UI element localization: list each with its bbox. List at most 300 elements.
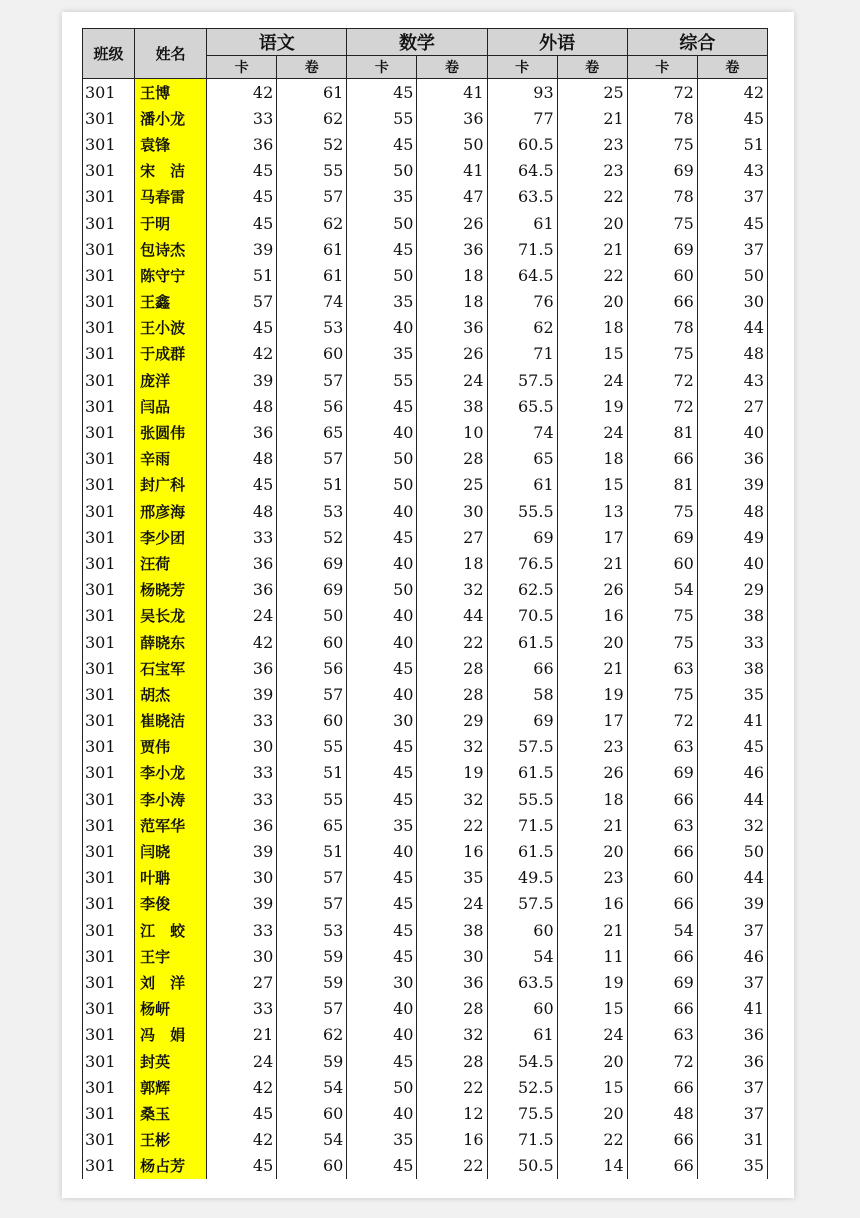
math-paper-score-cell[interactable]: 24	[417, 367, 487, 393]
chinese-card-score-cell[interactable]: 36	[207, 812, 277, 838]
comprehensive-paper-score-cell[interactable]: 36	[697, 1022, 767, 1048]
english-paper-score-cell[interactable]: 20	[557, 210, 627, 236]
math-paper-score-cell[interactable]: 12	[417, 1100, 487, 1126]
chinese-card-score-cell[interactable]: 30	[207, 865, 277, 891]
chinese-card-score-cell[interactable]: 39	[207, 367, 277, 393]
header-subject-comprehensive[interactable]: 综合	[627, 29, 767, 56]
math-card-score-cell[interactable]: 45	[347, 786, 417, 812]
chinese-paper-score-cell[interactable]: 62	[277, 105, 347, 131]
chinese-card-score-cell[interactable]: 45	[207, 472, 277, 498]
student-name-cell[interactable]: 封英	[135, 1048, 207, 1074]
math-paper-score-cell[interactable]: 18	[417, 550, 487, 576]
english-card-score-cell[interactable]: 55.5	[487, 786, 557, 812]
chinese-paper-score-cell[interactable]: 55	[277, 786, 347, 812]
chinese-card-score-cell[interactable]: 48	[207, 498, 277, 524]
comprehensive-card-score-cell[interactable]: 66	[627, 446, 697, 472]
math-card-score-cell[interactable]: 40	[347, 498, 417, 524]
english-card-score-cell[interactable]: 64.5	[487, 158, 557, 184]
student-name-cell[interactable]: 包诗杰	[135, 236, 207, 262]
english-paper-score-cell[interactable]: 15	[557, 472, 627, 498]
student-name-cell[interactable]: 郭辉	[135, 1074, 207, 1100]
math-paper-score-cell[interactable]: 47	[417, 184, 487, 210]
comprehensive-paper-score-cell[interactable]: 49	[697, 524, 767, 550]
comprehensive-card-score-cell[interactable]: 66	[627, 943, 697, 969]
english-card-score-cell[interactable]: 60.5	[487, 131, 557, 157]
comprehensive-card-score-cell[interactable]: 69	[627, 760, 697, 786]
chinese-paper-score-cell[interactable]: 61	[277, 79, 347, 106]
chinese-card-score-cell[interactable]: 21	[207, 1022, 277, 1048]
math-paper-score-cell[interactable]: 32	[417, 1022, 487, 1048]
english-card-score-cell[interactable]: 93	[487, 79, 557, 106]
chinese-card-score-cell[interactable]: 57	[207, 289, 277, 315]
math-paper-score-cell[interactable]: 29	[417, 708, 487, 734]
english-card-score-cell[interactable]: 76	[487, 289, 557, 315]
student-name-cell[interactable]: 桑玉	[135, 1100, 207, 1126]
class-cell[interactable]: 301	[83, 786, 135, 812]
english-card-score-cell[interactable]: 75.5	[487, 1100, 557, 1126]
comprehensive-paper-score-cell[interactable]: 33	[697, 629, 767, 655]
math-card-score-cell[interactable]: 55	[347, 367, 417, 393]
student-name-cell[interactable]: 于明	[135, 210, 207, 236]
english-paper-score-cell[interactable]: 23	[557, 131, 627, 157]
math-card-score-cell[interactable]: 30	[347, 969, 417, 995]
comprehensive-paper-score-cell[interactable]: 40	[697, 550, 767, 576]
chinese-paper-score-cell[interactable]: 69	[277, 550, 347, 576]
english-paper-score-cell[interactable]: 15	[557, 341, 627, 367]
math-paper-score-cell[interactable]: 22	[417, 812, 487, 838]
english-paper-score-cell[interactable]: 16	[557, 891, 627, 917]
english-paper-score-cell[interactable]: 17	[557, 524, 627, 550]
math-card-score-cell[interactable]: 55	[347, 105, 417, 131]
comprehensive-paper-score-cell[interactable]: 37	[697, 1074, 767, 1100]
class-cell[interactable]: 301	[83, 629, 135, 655]
english-paper-score-cell[interactable]: 18	[557, 786, 627, 812]
comprehensive-card-score-cell[interactable]: 63	[627, 655, 697, 681]
english-paper-score-cell[interactable]: 23	[557, 158, 627, 184]
english-paper-score-cell[interactable]: 21	[557, 917, 627, 943]
comprehensive-card-score-cell[interactable]: 72	[627, 708, 697, 734]
comprehensive-paper-score-cell[interactable]: 50	[697, 262, 767, 288]
header-subject-chinese[interactable]: 语文	[207, 29, 347, 56]
comprehensive-paper-score-cell[interactable]: 44	[697, 315, 767, 341]
student-name-cell[interactable]: 杨占芳	[135, 1153, 207, 1179]
math-card-score-cell[interactable]: 45	[347, 655, 417, 681]
class-cell[interactable]: 301	[83, 681, 135, 707]
comprehensive-paper-score-cell[interactable]: 51	[697, 131, 767, 157]
chinese-card-score-cell[interactable]: 39	[207, 838, 277, 864]
chinese-card-score-cell[interactable]: 51	[207, 262, 277, 288]
math-card-score-cell[interactable]: 40	[347, 996, 417, 1022]
chinese-paper-score-cell[interactable]: 74	[277, 289, 347, 315]
header-card[interactable]: 卡	[207, 56, 277, 79]
english-card-score-cell[interactable]: 54	[487, 943, 557, 969]
comprehensive-card-score-cell[interactable]: 63	[627, 1022, 697, 1048]
chinese-paper-score-cell[interactable]: 51	[277, 472, 347, 498]
english-paper-score-cell[interactable]: 22	[557, 1127, 627, 1153]
comprehensive-card-score-cell[interactable]: 75	[627, 341, 697, 367]
chinese-card-score-cell[interactable]: 42	[207, 1074, 277, 1100]
chinese-card-score-cell[interactable]: 30	[207, 734, 277, 760]
chinese-card-score-cell[interactable]: 42	[207, 629, 277, 655]
class-cell[interactable]: 301	[83, 79, 135, 106]
header-paper[interactable]: 卷	[417, 56, 487, 79]
chinese-card-score-cell[interactable]: 45	[207, 210, 277, 236]
header-subject-math[interactable]: 数学	[347, 29, 487, 56]
student-name-cell[interactable]: 刘 洋	[135, 969, 207, 995]
math-card-score-cell[interactable]: 40	[347, 1100, 417, 1126]
comprehensive-card-score-cell[interactable]: 66	[627, 1074, 697, 1100]
math-card-score-cell[interactable]: 50	[347, 158, 417, 184]
english-card-score-cell[interactable]: 60	[487, 917, 557, 943]
chinese-card-score-cell[interactable]: 45	[207, 184, 277, 210]
comprehensive-paper-score-cell[interactable]: 35	[697, 681, 767, 707]
comprehensive-paper-score-cell[interactable]: 45	[697, 210, 767, 236]
comprehensive-paper-score-cell[interactable]: 40	[697, 419, 767, 445]
comprehensive-paper-score-cell[interactable]: 41	[697, 708, 767, 734]
chinese-paper-score-cell[interactable]: 50	[277, 603, 347, 629]
comprehensive-card-score-cell[interactable]: 69	[627, 524, 697, 550]
chinese-paper-score-cell[interactable]: 65	[277, 419, 347, 445]
english-card-score-cell[interactable]: 66	[487, 655, 557, 681]
math-card-score-cell[interactable]: 45	[347, 734, 417, 760]
english-paper-score-cell[interactable]: 23	[557, 734, 627, 760]
class-cell[interactable]: 301	[83, 367, 135, 393]
chinese-paper-score-cell[interactable]: 53	[277, 498, 347, 524]
student-name-cell[interactable]: 袁锋	[135, 131, 207, 157]
chinese-card-score-cell[interactable]: 24	[207, 603, 277, 629]
english-paper-score-cell[interactable]: 17	[557, 708, 627, 734]
english-card-score-cell[interactable]: 57.5	[487, 367, 557, 393]
student-name-cell[interactable]: 庞洋	[135, 367, 207, 393]
math-paper-score-cell[interactable]: 36	[417, 969, 487, 995]
chinese-paper-score-cell[interactable]: 57	[277, 367, 347, 393]
math-paper-score-cell[interactable]: 19	[417, 760, 487, 786]
comprehensive-card-score-cell[interactable]: 66	[627, 1153, 697, 1179]
math-card-score-cell[interactable]: 50	[347, 210, 417, 236]
comprehensive-paper-score-cell[interactable]: 43	[697, 158, 767, 184]
class-cell[interactable]: 301	[83, 262, 135, 288]
english-card-score-cell[interactable]: 55.5	[487, 498, 557, 524]
chinese-paper-score-cell[interactable]: 62	[277, 210, 347, 236]
class-cell[interactable]: 301	[83, 760, 135, 786]
student-name-cell[interactable]: 薛晓东	[135, 629, 207, 655]
chinese-card-score-cell[interactable]: 36	[207, 419, 277, 445]
class-cell[interactable]: 301	[83, 498, 135, 524]
class-cell[interactable]: 301	[83, 105, 135, 131]
student-name-cell[interactable]: 辛雨	[135, 446, 207, 472]
english-card-score-cell[interactable]: 71.5	[487, 812, 557, 838]
chinese-card-score-cell[interactable]: 39	[207, 891, 277, 917]
math-paper-score-cell[interactable]: 41	[417, 79, 487, 106]
english-card-score-cell[interactable]: 61.5	[487, 760, 557, 786]
english-paper-score-cell[interactable]: 21	[557, 655, 627, 681]
math-paper-score-cell[interactable]: 16	[417, 1127, 487, 1153]
student-name-cell[interactable]: 叶聃	[135, 865, 207, 891]
english-card-score-cell[interactable]: 76.5	[487, 550, 557, 576]
math-paper-score-cell[interactable]: 27	[417, 524, 487, 550]
chinese-paper-score-cell[interactable]: 56	[277, 655, 347, 681]
english-card-score-cell[interactable]: 63.5	[487, 969, 557, 995]
chinese-card-score-cell[interactable]: 48	[207, 446, 277, 472]
chinese-card-score-cell[interactable]: 33	[207, 105, 277, 131]
student-name-cell[interactable]: 陈守宁	[135, 262, 207, 288]
chinese-card-score-cell[interactable]: 30	[207, 943, 277, 969]
math-paper-score-cell[interactable]: 22	[417, 629, 487, 655]
english-card-score-cell[interactable]: 61.5	[487, 838, 557, 864]
student-name-cell[interactable]: 李少团	[135, 524, 207, 550]
english-paper-score-cell[interactable]: 22	[557, 262, 627, 288]
comprehensive-card-score-cell[interactable]: 78	[627, 184, 697, 210]
comprehensive-card-score-cell[interactable]: 48	[627, 1100, 697, 1126]
math-paper-score-cell[interactable]: 22	[417, 1153, 487, 1179]
english-paper-score-cell[interactable]: 22	[557, 184, 627, 210]
header-card[interactable]: 卡	[487, 56, 557, 79]
comprehensive-paper-score-cell[interactable]: 37	[697, 917, 767, 943]
chinese-card-score-cell[interactable]: 45	[207, 1153, 277, 1179]
english-card-score-cell[interactable]: 61	[487, 1022, 557, 1048]
english-paper-score-cell[interactable]: 21	[557, 550, 627, 576]
comprehensive-card-score-cell[interactable]: 72	[627, 393, 697, 419]
english-card-score-cell[interactable]: 54.5	[487, 1048, 557, 1074]
math-card-score-cell[interactable]: 40	[347, 681, 417, 707]
math-card-score-cell[interactable]: 30	[347, 708, 417, 734]
english-card-score-cell[interactable]: 49.5	[487, 865, 557, 891]
english-paper-score-cell[interactable]: 24	[557, 367, 627, 393]
class-cell[interactable]: 301	[83, 341, 135, 367]
student-name-cell[interactable]: 王彬	[135, 1127, 207, 1153]
math-paper-score-cell[interactable]: 30	[417, 943, 487, 969]
math-paper-score-cell[interactable]: 36	[417, 315, 487, 341]
student-name-cell[interactable]: 王博	[135, 79, 207, 106]
chinese-card-score-cell[interactable]: 33	[207, 760, 277, 786]
english-paper-score-cell[interactable]: 20	[557, 838, 627, 864]
chinese-card-score-cell[interactable]: 45	[207, 1100, 277, 1126]
class-cell[interactable]: 301	[83, 472, 135, 498]
chinese-card-score-cell[interactable]: 33	[207, 524, 277, 550]
chinese-card-score-cell[interactable]: 27	[207, 969, 277, 995]
comprehensive-paper-score-cell[interactable]: 48	[697, 498, 767, 524]
math-paper-score-cell[interactable]: 18	[417, 289, 487, 315]
comprehensive-paper-score-cell[interactable]: 42	[697, 79, 767, 106]
english-paper-score-cell[interactable]: 19	[557, 681, 627, 707]
math-card-score-cell[interactable]: 45	[347, 760, 417, 786]
class-cell[interactable]: 301	[83, 603, 135, 629]
student-name-cell[interactable]: 范军华	[135, 812, 207, 838]
comprehensive-card-score-cell[interactable]: 72	[627, 367, 697, 393]
class-cell[interactable]: 301	[83, 393, 135, 419]
class-cell[interactable]: 301	[83, 236, 135, 262]
english-card-score-cell[interactable]: 69	[487, 708, 557, 734]
math-card-score-cell[interactable]: 35	[347, 289, 417, 315]
comprehensive-paper-score-cell[interactable]: 46	[697, 943, 767, 969]
math-paper-score-cell[interactable]: 32	[417, 786, 487, 812]
comprehensive-card-score-cell[interactable]: 75	[627, 131, 697, 157]
class-cell[interactable]: 301	[83, 1022, 135, 1048]
student-name-cell[interactable]: 邢彦海	[135, 498, 207, 524]
english-paper-score-cell[interactable]: 18	[557, 315, 627, 341]
student-name-cell[interactable]: 李小龙	[135, 760, 207, 786]
english-card-score-cell[interactable]: 52.5	[487, 1074, 557, 1100]
comprehensive-paper-score-cell[interactable]: 41	[697, 996, 767, 1022]
chinese-card-score-cell[interactable]: 36	[207, 655, 277, 681]
chinese-paper-score-cell[interactable]: 57	[277, 446, 347, 472]
comprehensive-paper-score-cell[interactable]: 32	[697, 812, 767, 838]
student-name-cell[interactable]: 贾伟	[135, 734, 207, 760]
class-cell[interactable]: 301	[83, 289, 135, 315]
student-name-cell[interactable]: 潘小龙	[135, 105, 207, 131]
english-card-score-cell[interactable]: 71.5	[487, 1127, 557, 1153]
math-card-score-cell[interactable]: 45	[347, 1048, 417, 1074]
math-paper-score-cell[interactable]: 30	[417, 498, 487, 524]
student-name-cell[interactable]: 石宝军	[135, 655, 207, 681]
chinese-paper-score-cell[interactable]: 53	[277, 315, 347, 341]
comprehensive-card-score-cell[interactable]: 72	[627, 1048, 697, 1074]
chinese-paper-score-cell[interactable]: 65	[277, 812, 347, 838]
english-card-score-cell[interactable]: 61	[487, 472, 557, 498]
english-paper-score-cell[interactable]: 26	[557, 760, 627, 786]
student-name-cell[interactable]: 胡杰	[135, 681, 207, 707]
english-paper-score-cell[interactable]: 21	[557, 812, 627, 838]
chinese-paper-score-cell[interactable]: 59	[277, 1048, 347, 1074]
math-card-score-cell[interactable]: 45	[347, 1153, 417, 1179]
math-card-score-cell[interactable]: 45	[347, 865, 417, 891]
student-name-cell[interactable]: 吴长龙	[135, 603, 207, 629]
math-paper-score-cell[interactable]: 16	[417, 838, 487, 864]
class-cell[interactable]: 301	[83, 943, 135, 969]
student-name-cell[interactable]: 崔晓洁	[135, 708, 207, 734]
comprehensive-paper-score-cell[interactable]: 37	[697, 236, 767, 262]
comprehensive-card-score-cell[interactable]: 63	[627, 812, 697, 838]
math-paper-score-cell[interactable]: 26	[417, 210, 487, 236]
math-card-score-cell[interactable]: 40	[347, 419, 417, 445]
student-name-cell[interactable]: 王鑫	[135, 289, 207, 315]
class-cell[interactable]: 301	[83, 1127, 135, 1153]
chinese-card-score-cell[interactable]: 45	[207, 315, 277, 341]
chinese-paper-score-cell[interactable]: 52	[277, 131, 347, 157]
comprehensive-card-score-cell[interactable]: 66	[627, 786, 697, 812]
header-subject-english[interactable]: 外语	[487, 29, 627, 56]
chinese-paper-score-cell[interactable]: 59	[277, 943, 347, 969]
math-paper-score-cell[interactable]: 41	[417, 158, 487, 184]
comprehensive-paper-score-cell[interactable]: 27	[697, 393, 767, 419]
class-cell[interactable]: 301	[83, 446, 135, 472]
english-card-score-cell[interactable]: 69	[487, 524, 557, 550]
english-paper-score-cell[interactable]: 16	[557, 603, 627, 629]
math-card-score-cell[interactable]: 40	[347, 838, 417, 864]
header-paper[interactable]: 卷	[557, 56, 627, 79]
math-paper-score-cell[interactable]: 32	[417, 734, 487, 760]
chinese-paper-score-cell[interactable]: 59	[277, 969, 347, 995]
chinese-card-score-cell[interactable]: 36	[207, 550, 277, 576]
math-card-score-cell[interactable]: 50	[347, 262, 417, 288]
english-paper-score-cell[interactable]: 21	[557, 236, 627, 262]
chinese-card-score-cell[interactable]: 36	[207, 131, 277, 157]
student-name-cell[interactable]: 杨晓芳	[135, 577, 207, 603]
class-cell[interactable]: 301	[83, 524, 135, 550]
class-cell[interactable]: 301	[83, 210, 135, 236]
english-paper-score-cell[interactable]: 23	[557, 865, 627, 891]
math-paper-score-cell[interactable]: 50	[417, 131, 487, 157]
english-paper-score-cell[interactable]: 15	[557, 996, 627, 1022]
comprehensive-paper-score-cell[interactable]: 38	[697, 603, 767, 629]
comprehensive-card-score-cell[interactable]: 54	[627, 577, 697, 603]
math-card-score-cell[interactable]: 45	[347, 891, 417, 917]
math-paper-score-cell[interactable]: 24	[417, 891, 487, 917]
comprehensive-paper-score-cell[interactable]: 45	[697, 734, 767, 760]
class-cell[interactable]: 301	[83, 1048, 135, 1074]
math-card-score-cell[interactable]: 45	[347, 943, 417, 969]
comprehensive-paper-score-cell[interactable]: 37	[697, 184, 767, 210]
class-cell[interactable]: 301	[83, 550, 135, 576]
student-name-cell[interactable]: 汪荷	[135, 550, 207, 576]
english-card-score-cell[interactable]: 50.5	[487, 1153, 557, 1179]
english-card-score-cell[interactable]: 70.5	[487, 603, 557, 629]
english-card-score-cell[interactable]: 60	[487, 996, 557, 1022]
comprehensive-card-score-cell[interactable]: 72	[627, 79, 697, 106]
class-cell[interactable]: 301	[83, 158, 135, 184]
comprehensive-paper-score-cell[interactable]: 48	[697, 341, 767, 367]
chinese-paper-score-cell[interactable]: 55	[277, 734, 347, 760]
english-card-score-cell[interactable]: 62	[487, 315, 557, 341]
student-name-cell[interactable]: 张圆伟	[135, 419, 207, 445]
english-card-score-cell[interactable]: 77	[487, 105, 557, 131]
chinese-paper-score-cell[interactable]: 57	[277, 996, 347, 1022]
class-cell[interactable]: 301	[83, 969, 135, 995]
class-cell[interactable]: 301	[83, 734, 135, 760]
class-cell[interactable]: 301	[83, 419, 135, 445]
math-card-score-cell[interactable]: 50	[347, 1074, 417, 1100]
english-paper-score-cell[interactable]: 24	[557, 1022, 627, 1048]
comprehensive-paper-score-cell[interactable]: 46	[697, 760, 767, 786]
comprehensive-paper-score-cell[interactable]: 50	[697, 838, 767, 864]
math-paper-score-cell[interactable]: 36	[417, 105, 487, 131]
english-card-score-cell[interactable]: 71	[487, 341, 557, 367]
comprehensive-paper-score-cell[interactable]: 35	[697, 1153, 767, 1179]
math-paper-score-cell[interactable]: 22	[417, 1074, 487, 1100]
student-name-cell[interactable]: 杨岍	[135, 996, 207, 1022]
math-card-score-cell[interactable]: 40	[347, 1022, 417, 1048]
chinese-card-score-cell[interactable]: 33	[207, 786, 277, 812]
english-paper-score-cell[interactable]: 21	[557, 105, 627, 131]
chinese-paper-score-cell[interactable]: 57	[277, 681, 347, 707]
chinese-paper-score-cell[interactable]: 61	[277, 262, 347, 288]
english-card-score-cell[interactable]: 61	[487, 210, 557, 236]
class-cell[interactable]: 301	[83, 1100, 135, 1126]
math-card-score-cell[interactable]: 45	[347, 236, 417, 262]
chinese-card-score-cell[interactable]: 33	[207, 708, 277, 734]
header-paper[interactable]: 卷	[277, 56, 347, 79]
english-paper-score-cell[interactable]: 18	[557, 446, 627, 472]
english-card-score-cell[interactable]: 64.5	[487, 262, 557, 288]
student-name-cell[interactable]: 李小涛	[135, 786, 207, 812]
student-name-cell[interactable]: 宋 洁	[135, 158, 207, 184]
chinese-card-score-cell[interactable]: 42	[207, 1127, 277, 1153]
comprehensive-paper-score-cell[interactable]: 36	[697, 1048, 767, 1074]
comprehensive-card-score-cell[interactable]: 66	[627, 891, 697, 917]
comprehensive-card-score-cell[interactable]: 66	[627, 1127, 697, 1153]
student-name-cell[interactable]: 闫品	[135, 393, 207, 419]
comprehensive-card-score-cell[interactable]: 60	[627, 550, 697, 576]
english-paper-score-cell[interactable]: 20	[557, 1100, 627, 1126]
english-paper-score-cell[interactable]: 20	[557, 289, 627, 315]
comprehensive-card-score-cell[interactable]: 75	[627, 629, 697, 655]
math-card-score-cell[interactable]: 40	[347, 315, 417, 341]
class-cell[interactable]: 301	[83, 315, 135, 341]
student-name-cell[interactable]: 李俊	[135, 891, 207, 917]
comprehensive-card-score-cell[interactable]: 75	[627, 603, 697, 629]
chinese-card-score-cell[interactable]: 42	[207, 341, 277, 367]
english-paper-score-cell[interactable]: 24	[557, 419, 627, 445]
